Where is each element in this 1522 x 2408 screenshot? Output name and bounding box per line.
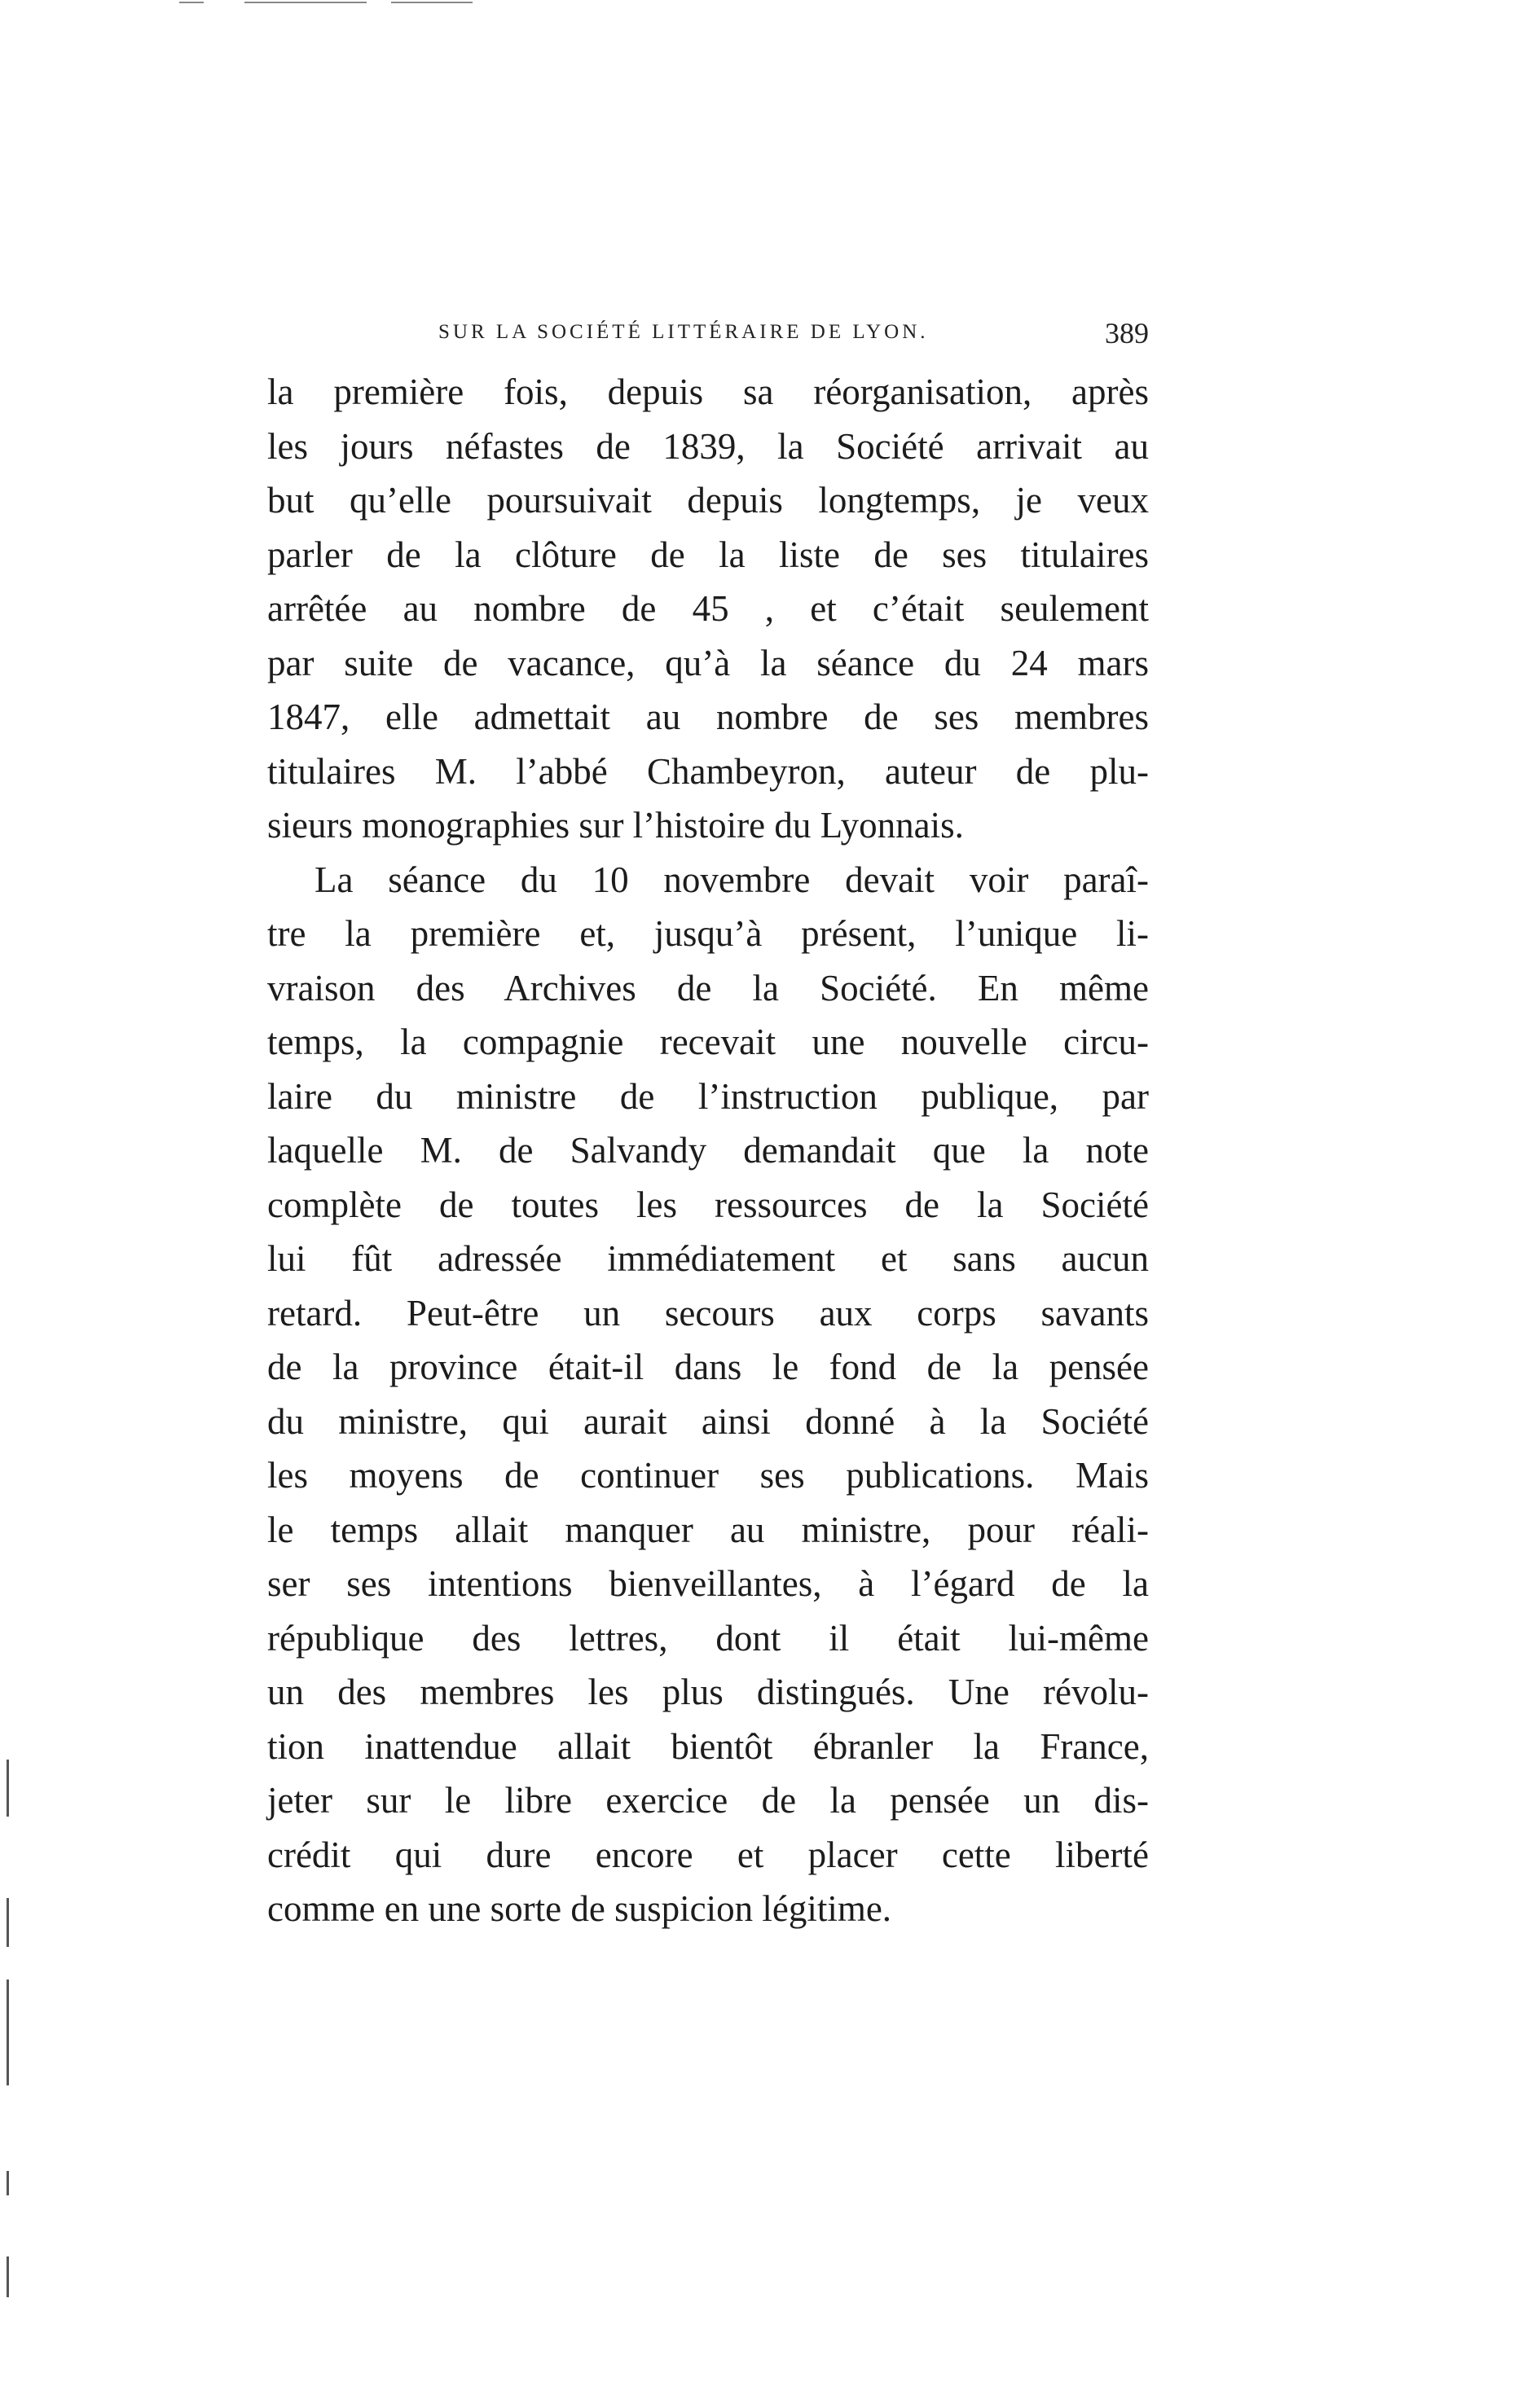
- text-line: la première fois, depuis sa réorganisation, après: [267, 371, 1149, 412]
- text-line: comme en une sorte de suspicion légitime.: [267, 1888, 892, 1929]
- text-line: république des lettres, dont il était lui-même: [267, 1617, 1149, 1659]
- text-line: but qu’elle poursuivait depuis longtemps, je veux: [267, 480, 1149, 521]
- text-line: parler de la clôture de la liste de ses titulaires: [267, 534, 1149, 575]
- text-line: laquelle M. de Salvandy demandait que la note: [267, 1130, 1149, 1171]
- text-line: complète de toutes les ressources de la Société: [267, 1184, 1149, 1225]
- running-head: [267, 319, 1149, 352]
- text-line: temps, la compagnie recevait une nouvelle circu-: [267, 1022, 1149, 1062]
- text-line: retard. Peut-être un secours aux corps savants: [267, 1292, 1149, 1334]
- body-text: [267, 365, 1149, 1936]
- text-line: jeter sur le libre exercice de la pensée un dis-: [267, 1780, 1149, 1821]
- text-line: La séance du 10 novembre devait voir paraî-: [315, 859, 1149, 900]
- scan-edge-marks: [179, 0, 473, 5]
- text-line: lui fût adressée immédiatement et sans aucun: [267, 1238, 1149, 1279]
- text-line: de la province était-il dans le fond de la pensée: [267, 1347, 1149, 1387]
- text-line: sieurs monographies sur l’histoire du Lyonnais.: [267, 805, 964, 846]
- text-line: les jours néfastes de 1839, la Société arrivait au: [267, 425, 1149, 467]
- running-title: SUR LA SOCIÉTÉ LITTÉRAIRE DE LYON.: [438, 321, 929, 343]
- text-line: le temps allait manquer au ministre, pour réali-: [267, 1509, 1149, 1550]
- text-line: du ministre, qui aurait ainsi donné à la Société: [267, 1400, 1149, 1442]
- text-line: tion inattendue allait bientôt ébranler la France,: [267, 1725, 1149, 1767]
- text-line: un des membres les plus distingués. Une révolu-: [267, 1672, 1149, 1712]
- text-line: 1847, elle admettait au nombre de ses membres: [267, 696, 1149, 737]
- text-line: arrêtée au nombre de 45 , et c’était seulement: [267, 588, 1149, 629]
- text-line: crédit qui dure encore et placer cette liberté: [267, 1834, 1149, 1875]
- page-number: 389: [1105, 317, 1149, 349]
- text-line: titulaires M. l’abbé Chambeyron, auteur de plu-: [267, 750, 1149, 792]
- text-line: laire du ministre de l’instruction publique, par: [267, 1075, 1149, 1117]
- text-line: par suite de vacance, qu’à la séance du 24 mars: [267, 642, 1149, 683]
- text-line: les moyens de continuer ses publications. Mais: [267, 1455, 1149, 1496]
- text-line: vraison des Archives de la Société. En même: [267, 967, 1149, 1008]
- paragraph-1: [267, 365, 1149, 853]
- text-line: tre la première et, jusqu’à présent, l’unique li-: [267, 913, 1149, 954]
- paragraph-2: [267, 853, 1149, 1936]
- text-line: ser ses intentions bienveillantes, à l’égard de la: [267, 1563, 1149, 1604]
